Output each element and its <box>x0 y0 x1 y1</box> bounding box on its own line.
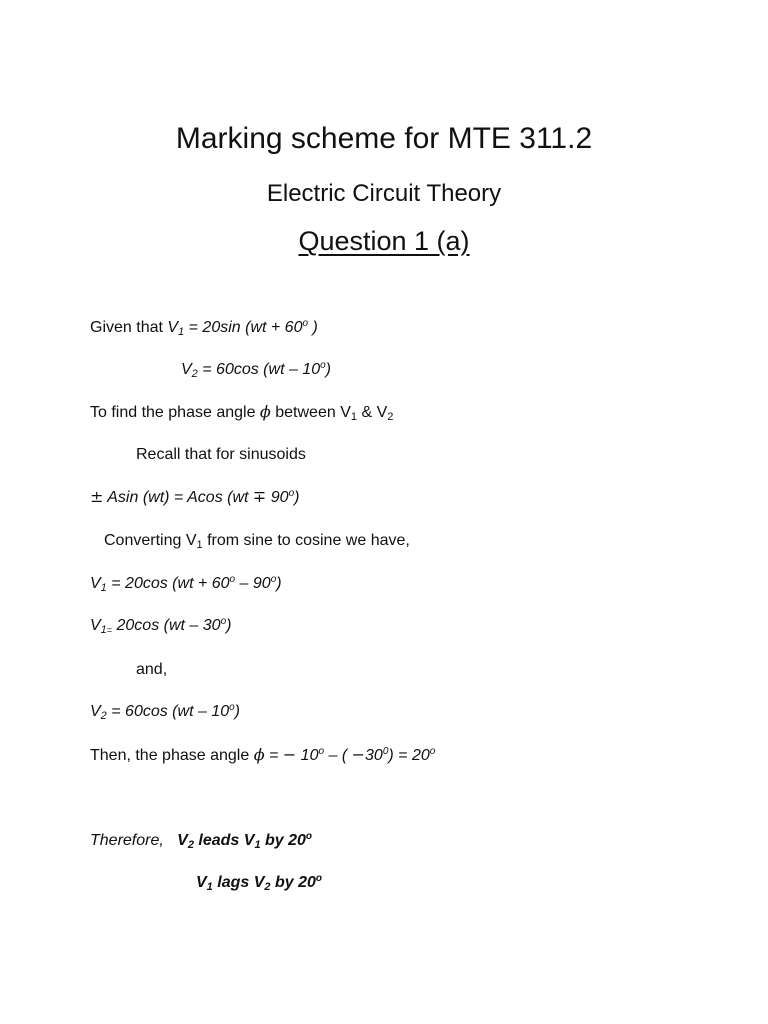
document-subtitle: Electric Circuit Theory <box>266 180 502 207</box>
minus-plus-symbol: ∓ <box>252 487 267 506</box>
step1-line: $V_1 = 20\cos$ $(wt + 60^o - 90^o)$ <box>90 574 282 594</box>
v2-symbol: $V_2$ <box>181 361 198 380</box>
conclusion-lags-line: $V_1$ lags $V_2$ by 20$^o$ <box>196 873 322 893</box>
find-phase-line: To find the phase angle ϕ between $V_1$ & $V_2$ <box>90 402 394 423</box>
step2-line: $V_{1=}$ 20cos (wt – 30$^o$) <box>90 616 232 636</box>
step3-line: $V_2 = 60\cos$ (wt – 10$^o$) <box>90 702 240 722</box>
conclusion-leads-line: Therefore, $V_2$ leads $V_1$ by 20$^o$ <box>90 831 313 851</box>
and-line: and, <box>136 661 168 678</box>
phi-symbol: ϕ <box>259 402 271 421</box>
question-heading: Question 1 (a) <box>298 226 470 256</box>
result-line: Then, the phase angle ϕ = − $10^o$ – ( $-30^0) = 20^o$ <box>90 745 436 764</box>
v1-expression: = 20sin ($wt + 60^o$ ) <box>188 318 318 336</box>
given-v2-line <box>181 360 331 380</box>
converting-line: Converting $V_1$ from sine to cosine we have, <box>104 532 410 551</box>
given-label: Given that <box>90 319 168 336</box>
v2-expression: = 60cos (wt – 10$^o$) <box>202 360 331 378</box>
given-v1-line <box>90 318 318 338</box>
identity-line: ± Asin (wt) = Acos $(wt \mp 90^o)$ <box>90 487 300 506</box>
recall-line: Recall that for sinusoids <box>136 446 306 463</box>
document-title: Marking scheme for MTE 311.2 <box>175 122 593 155</box>
plus-minus-symbol: ± <box>90 487 104 506</box>
v1-symbol: $V_1$ <box>167 319 185 338</box>
